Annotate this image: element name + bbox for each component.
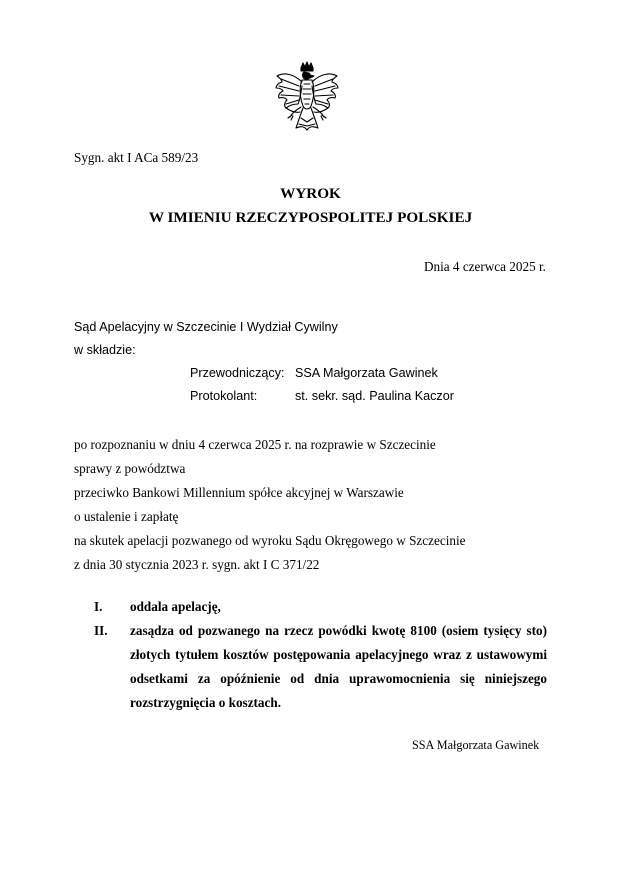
- case-line: po rozpoznaniu w dniu 4 czerwca 2025 r. na rozprawie w Szczecinie: [74, 437, 436, 452]
- case-reference: Sygn. akt I ACa 589/23: [74, 150, 199, 165]
- panel-name-chair: SSA Małgorzata Gawinek: [295, 366, 438, 380]
- case-line: na skutek apelacji pozwanego od wyroku Sądu Okręgowego w Szczecinie: [74, 533, 466, 548]
- panel-name-clerk: st. sekr. sąd. Paulina Kaczor: [295, 389, 454, 403]
- composition-label: w składzie:: [74, 343, 136, 357]
- case-description: [74, 433, 465, 577]
- judgment-date: Dnia 4 czerwca 2025 r.: [424, 259, 546, 274]
- polish-eagle-emblem-icon: [272, 60, 342, 140]
- ruling-text: zasądza od pozwanego na rzecz powódki kwotę 8100 (osiem tysięcy sto) złotych tytułem kosztów postępowania apelacyjnego wraz z ustawowymi odsetkami za opóźnienie od dnia uprawomocnienia się niniejszego rozstrzygnięcia o kosztach.: [130, 623, 547, 710]
- panel-role-clerk: Protokolant:: [190, 389, 258, 403]
- court-name: Sąd Apelacyjny w Szczecinie I Wydział Cywilny: [74, 320, 338, 334]
- case-line: sprawy z powództwa: [74, 461, 186, 476]
- case-line: przeciwko Bankowi Millennium spółce akcyjnej w Warszawie: [74, 485, 404, 500]
- case-line: z dnia 30 stycznia 2023 r. sygn. akt I C 371/22: [74, 557, 320, 572]
- ruling-text: oddala apelację,: [130, 599, 221, 614]
- ruling-number: I.: [94, 599, 103, 614]
- judgment-title: WYROK: [280, 185, 341, 202]
- case-line: o ustalenie i zapłatę: [74, 509, 179, 524]
- ruling-number: II.: [94, 623, 108, 638]
- judge-signature: SSA Małgorzata Gawinek: [412, 738, 540, 752]
- panel-role-chair: Przewodniczący:: [190, 366, 285, 380]
- judgment-subtitle: W IMIENIU RZECZYPOSPOLITEJ POLSKIEJ: [148, 209, 473, 226]
